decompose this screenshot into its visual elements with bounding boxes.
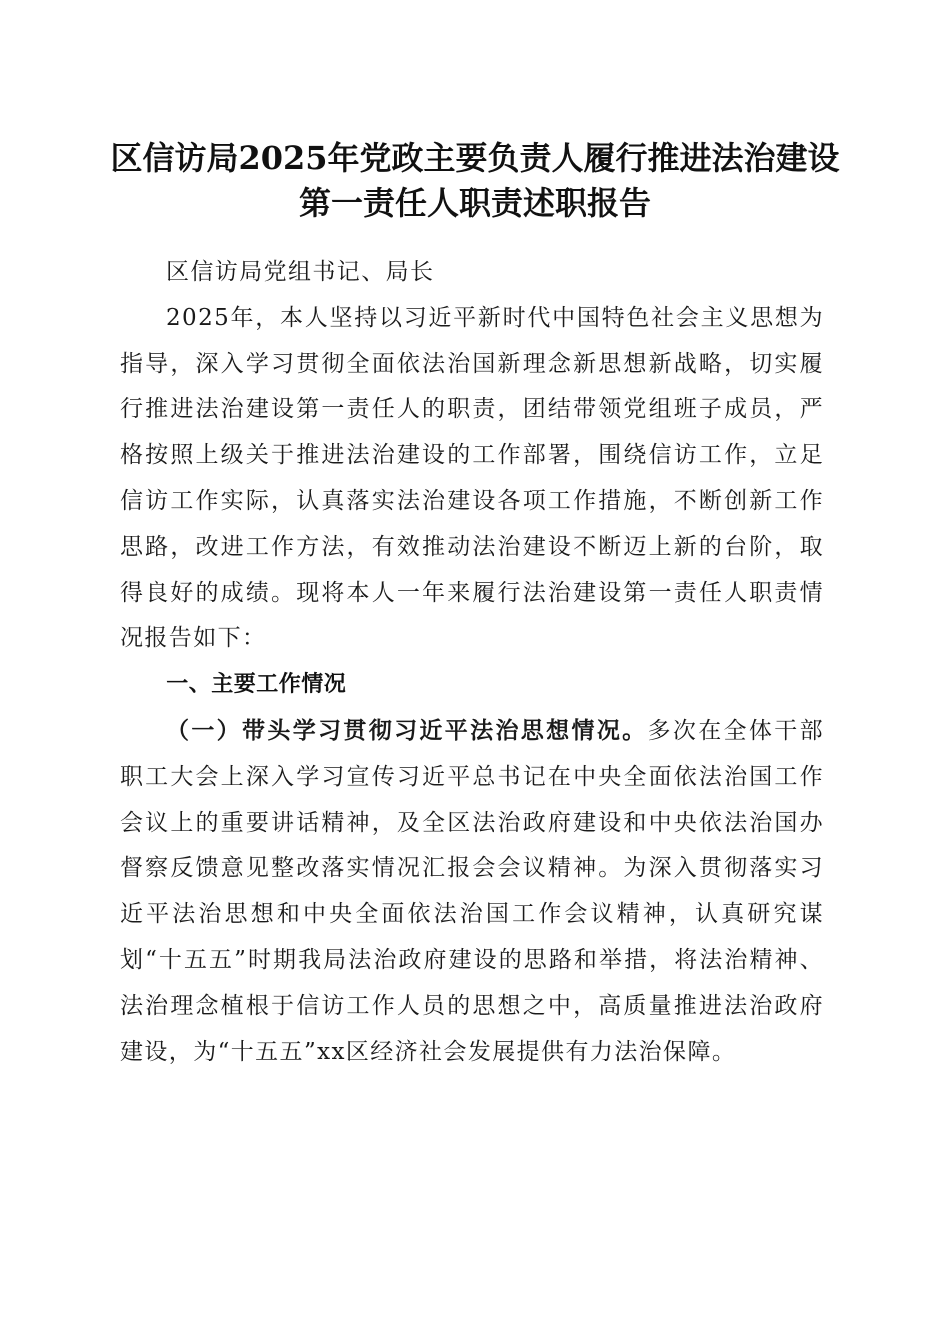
document-body <box>120 250 824 1075</box>
subsection-lead: （一）带头学习贯彻习近平法治思想情况。 <box>166 716 648 744</box>
section-heading-main-work: 一、主要工作情况 <box>166 672 347 698</box>
subsection-paragraph-1 <box>120 708 824 1075</box>
intro-paragraph: 2025年，本人坚持以习近平新时代中国特色社会主义思想为指导，深入学习贯彻全面依法治国新理念新思想新战略，切实履行推进法治建设第一责任人的职责，团结带领党组班子成员，严格按照上级关于推进法治建设的工作部署，围绕信访工作，立足信访工作实际，认真落实法治建设各项工作措施，不断创新工作思路，改进工作方法，有效推动法治建设不断迈上新的台阶，取得良好的成绩。现将本人一年来履行法治建设第一责任人职责情况报告如下： <box>120 304 824 652</box>
author-line: 区信访局党组书记、局长 <box>166 259 435 285</box>
subsection-body: 多次在全体干部职工大会上深入学习宣传习近平总书记在中央全面依法治国工作会议上的重要讲话精神，及全区法治政府建设和中央依法治国办督察反馈意见整改落实情况汇报会会议精神。为深入贯彻落实习近平法治思想和中央全面依法治国工作会议精神，认真研究谋划“十五五”时期我局法治政府建设的思路和举措，将法治精神、法治理念植根于信访工作人员的思想之中，高质量推进法治政府建设，为“十五五”xx区经济社会发展提供有力法治保障。 <box>120 717 824 1065</box>
document-title: 区信访局2025年党政主要负责人履行推进法治建设第一责任人职责述职报告 <box>110 139 840 222</box>
